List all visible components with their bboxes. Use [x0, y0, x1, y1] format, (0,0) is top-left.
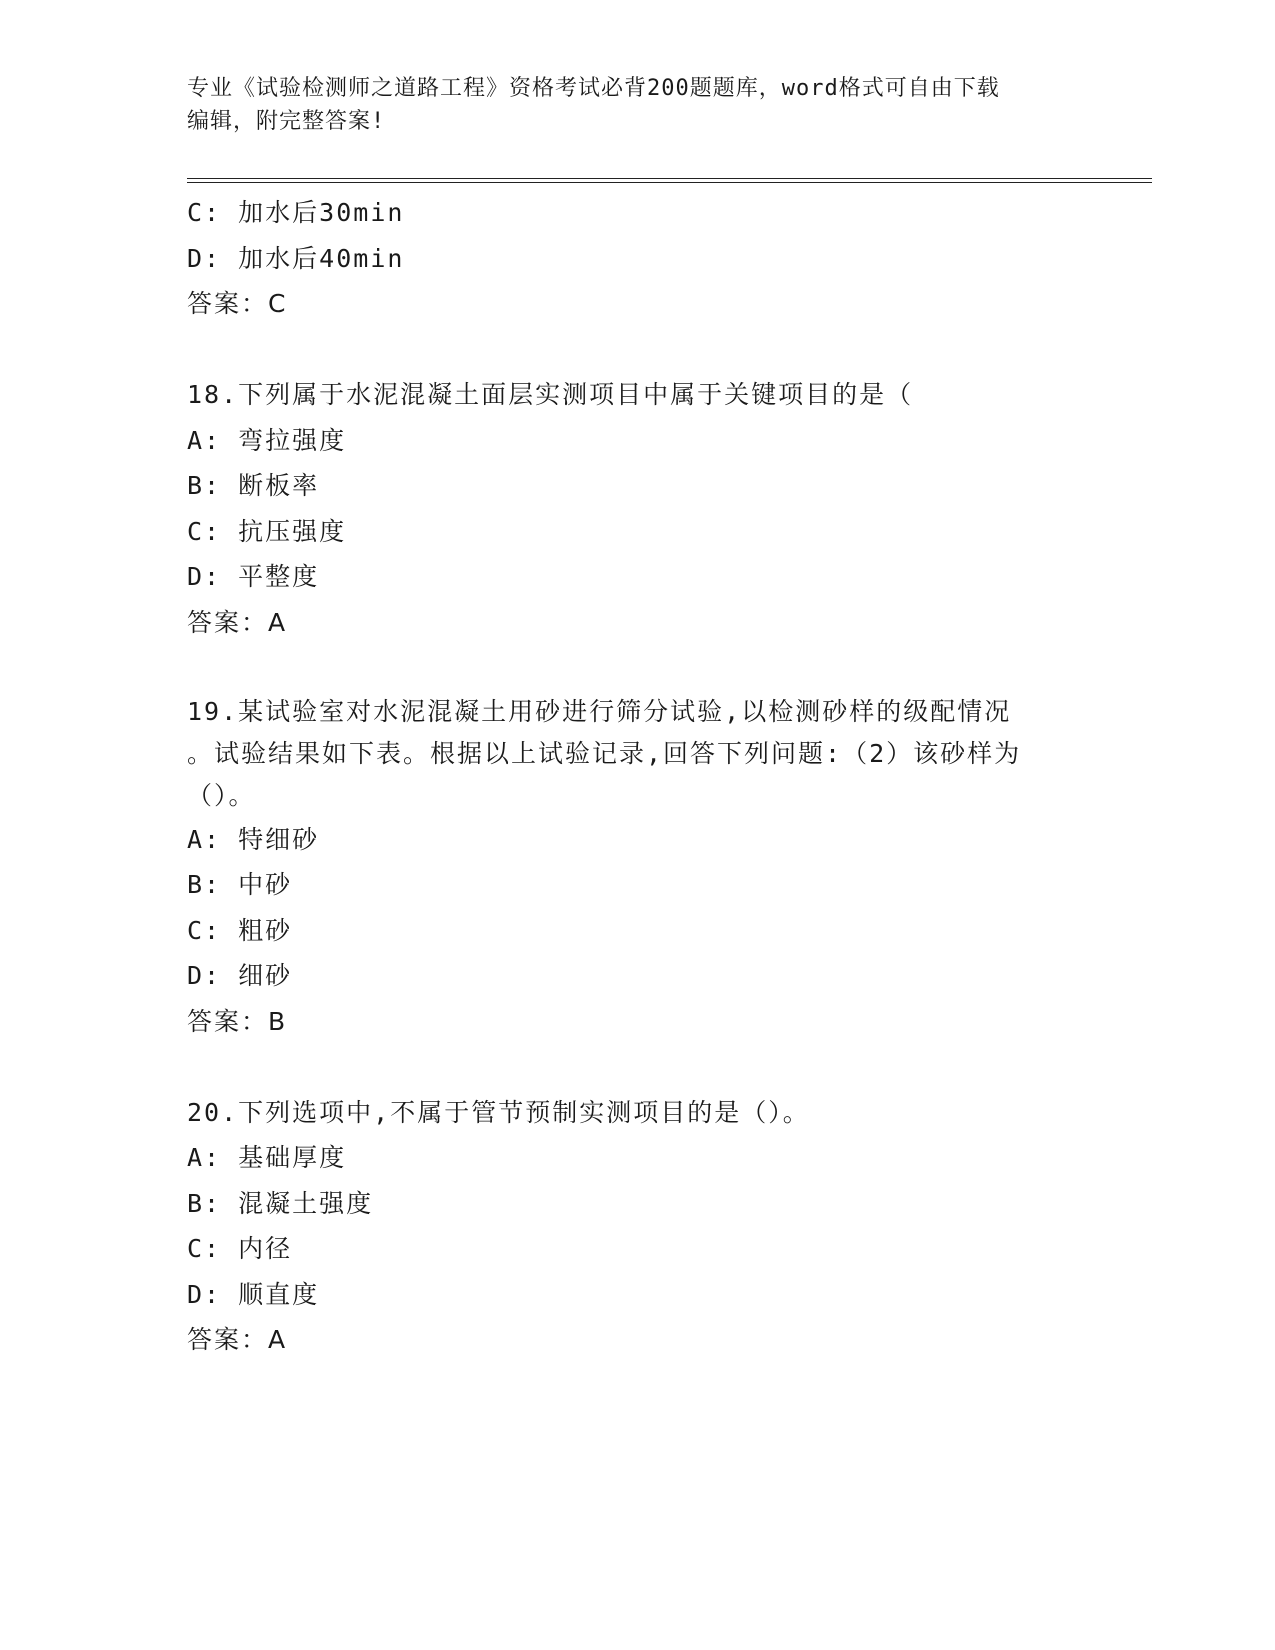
question-stem-line-3: （）。: [187, 780, 256, 810]
option-key: D:: [187, 961, 222, 990]
option-d: [187, 953, 1087, 999]
header-divider-bottom: [187, 182, 1152, 183]
option-text: 特细砂: [238, 824, 320, 854]
question-stem: 18.下列属于水泥混凝土面层实测项目中属于关键项目的是（: [187, 380, 914, 409]
question-list: [187, 190, 1087, 1363]
option-key: D:: [187, 1279, 222, 1309]
question-stem-line-2: 。试验结果如下表。根据以上试验记录,回答下列问题:（2）该砂样为: [187, 738, 1022, 768]
option-b: [187, 1181, 1087, 1227]
option-key: A:: [187, 824, 222, 854]
question-18: [187, 372, 1087, 646]
question-19: [187, 691, 1087, 1045]
header-divider-top: [187, 178, 1152, 179]
question-stem: 20.下列选项中,不属于管节预制实测项目的是（）。: [187, 1097, 810, 1127]
answer-line: 答案：A: [187, 1325, 288, 1354]
option-key: C:: [187, 516, 222, 546]
answer-line: 答案：B: [187, 1006, 288, 1036]
question-stem-line-1: 19.某试验室对水泥混凝土用砂进行筛分试验,以检测砂样的级配情况: [187, 696, 1012, 726]
answer-line: 答案：A: [187, 607, 288, 637]
option-key: A:: [187, 425, 222, 455]
option-key: C:: [187, 1234, 222, 1263]
option-key: A:: [187, 1143, 222, 1172]
option-text: 内径: [238, 1234, 293, 1263]
option-key: D:: [187, 243, 222, 273]
header-title-line-1: 专业《试验检测师之道路工程》资格考试必背200题题库，word格式可自由下载: [187, 76, 1000, 101]
option-b: [187, 862, 1087, 908]
option-d: [187, 236, 1087, 282]
question-17-continuation: [187, 190, 1087, 327]
question-stem: [187, 691, 1067, 817]
option-a: [187, 418, 1087, 464]
option-text: 混凝土强度: [238, 1188, 374, 1218]
option-key: C:: [187, 198, 222, 227]
option-text: 基础厚度: [238, 1143, 347, 1172]
question-20: [187, 1090, 1087, 1364]
option-text: 抗压强度: [238, 516, 347, 546]
option-d: [187, 1272, 1087, 1318]
option-c: [187, 509, 1087, 555]
option-key: B:: [187, 471, 222, 500]
option-text: 顺直度: [238, 1279, 320, 1309]
option-text: 平整度: [238, 562, 320, 591]
option-text: 中砂: [238, 870, 293, 899]
option-c: [187, 190, 1087, 236]
option-key: B:: [187, 870, 222, 899]
option-d: [187, 554, 1087, 600]
page-header: [187, 72, 1087, 138]
option-text: 粗砂: [238, 915, 293, 945]
option-b: [187, 463, 1087, 509]
answer-line: 答案：C: [187, 289, 288, 318]
option-key: D:: [187, 562, 222, 591]
header-title-line-2: 编辑，附完整答案!: [187, 109, 386, 134]
option-text: 加水后40min: [238, 243, 405, 273]
option-c: [187, 908, 1087, 954]
option-key: C:: [187, 915, 222, 945]
option-text: 细砂: [238, 961, 293, 990]
option-text: 加水后30min: [238, 198, 405, 227]
option-text: 断板率: [238, 471, 320, 500]
option-key: B:: [187, 1188, 222, 1218]
option-a: [187, 1135, 1087, 1181]
option-c: [187, 1226, 1087, 1272]
option-a: [187, 817, 1087, 863]
option-text: 弯拉强度: [238, 425, 347, 455]
